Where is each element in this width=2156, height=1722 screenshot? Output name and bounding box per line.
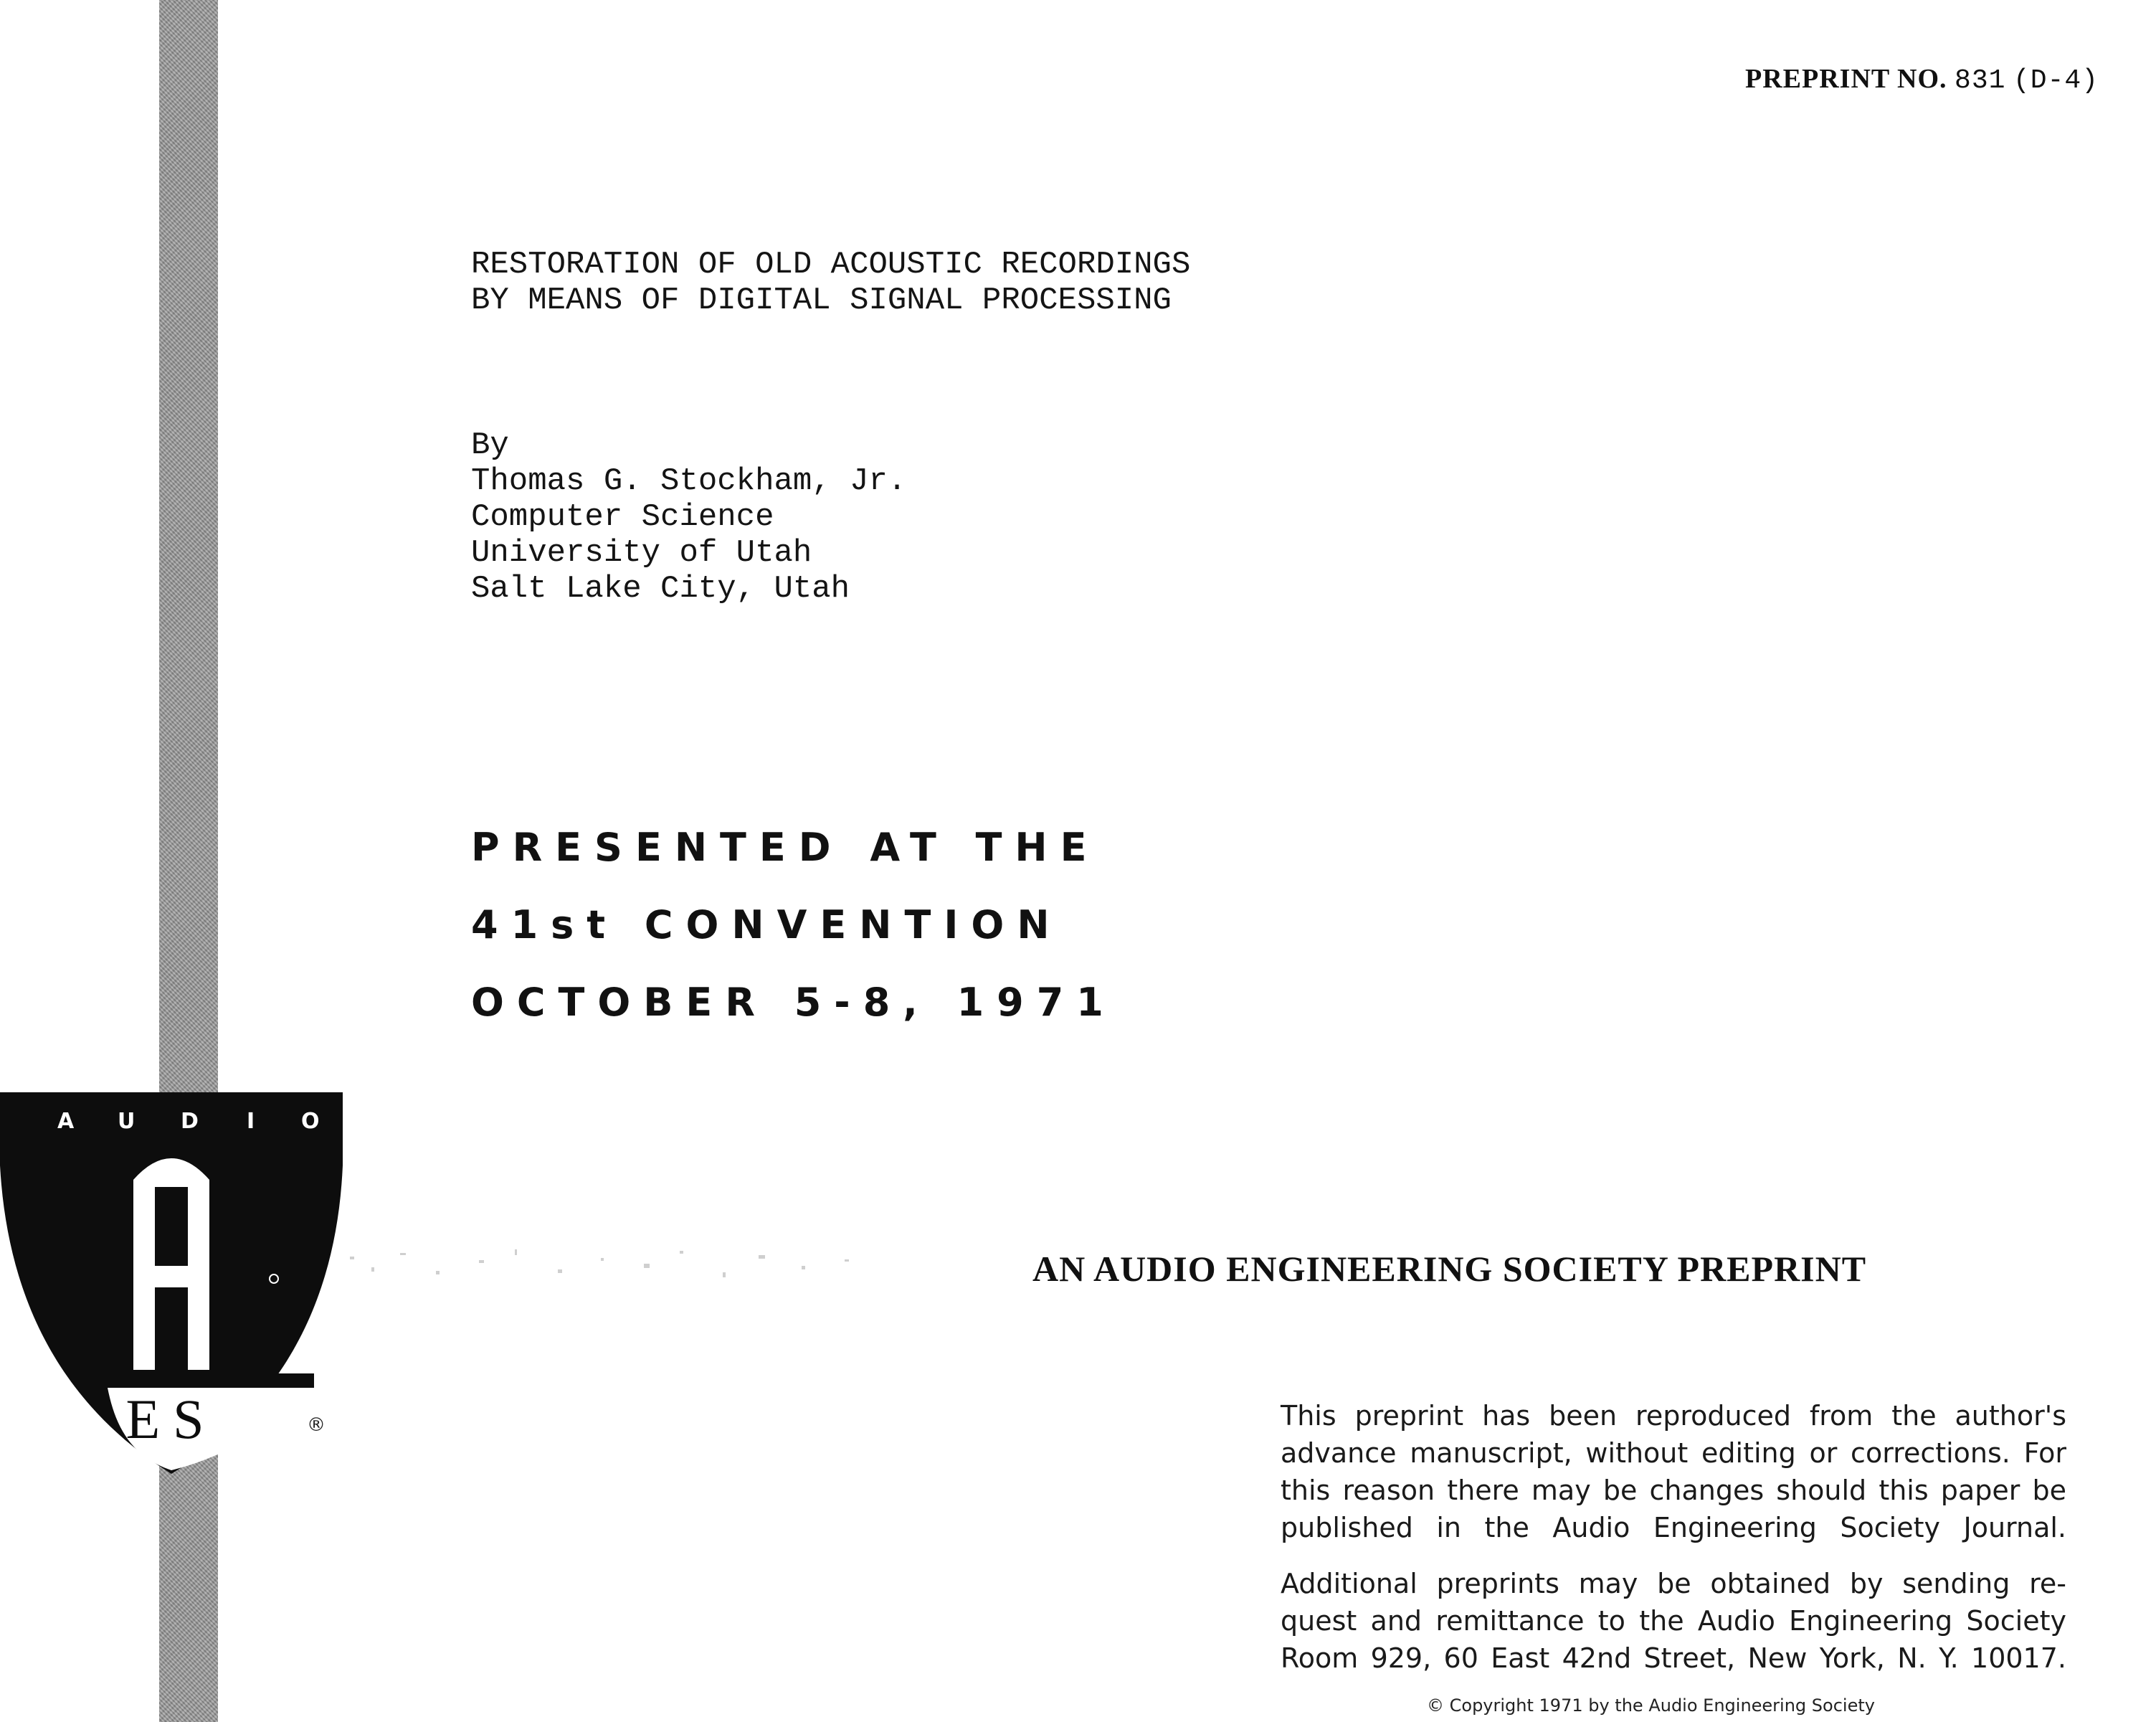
preprint-number: 831 xyxy=(1955,65,2006,96)
logo-audio-text: A U D I O xyxy=(57,1109,320,1134)
author-by: By xyxy=(471,427,509,463)
author-location: Salt Lake City, Utah xyxy=(471,571,850,607)
logo-es-text: ES xyxy=(125,1388,217,1450)
notice-line: this reason there may be changes should this paper be xyxy=(1281,1475,2066,1506)
preprint-number-header xyxy=(1745,63,2099,96)
author-department: Computer Science xyxy=(471,499,774,535)
scan-speckle-decoration xyxy=(343,1242,945,1292)
notice-line: published in the Audio Engineering Society Journal. xyxy=(1281,1512,2066,1543)
author-block xyxy=(471,427,906,607)
notice-line: advance manuscript, without editing or corrections. For xyxy=(1281,1437,2066,1469)
presentation-info xyxy=(471,809,1116,1041)
notice-line: quest and remittance to the Audio Engineering Society xyxy=(1281,1605,2066,1637)
presented-line-3: OCTOBER 5-8, 1971 xyxy=(471,980,1116,1025)
session-code: (D-4) xyxy=(2013,65,2099,96)
title-line-2: BY MEANS OF DIGITAL SIGNAL PROCESSING xyxy=(471,283,1172,318)
copyright-line: © Copyright 1971 by the Audio Engineering Society xyxy=(1427,1695,1875,1716)
registered-mark: ® xyxy=(307,1414,326,1436)
title-line-1: RESTORATION OF OLD ACOUSTIC RECORDINGS xyxy=(471,247,1191,283)
ordering-notice xyxy=(1281,1565,2066,1677)
preprint-label: PREPRINT NO. xyxy=(1745,64,1947,94)
notice-line: This preprint has been reproduced from the author's xyxy=(1281,1400,2066,1432)
presented-line-1: PRESENTED AT THE xyxy=(471,825,1100,870)
author-institution: University of Utah xyxy=(471,535,812,571)
presented-line-2: 41st CONVENTION xyxy=(471,902,1063,947)
notice-line: Additional preprints may be obtained by sending re- xyxy=(1281,1568,2066,1599)
society-preprint-banner: AN AUDIO ENGINEERING SOCIETY PREPRINT xyxy=(1032,1249,1867,1289)
paper-title xyxy=(471,247,1190,318)
reproduction-notice xyxy=(1281,1397,2066,1546)
notice-line: Room 929, 60 East 42nd Street, New York, N. Y. 10017. xyxy=(1281,1642,2066,1674)
author-name: Thomas G. Stockham, Jr. xyxy=(471,463,907,499)
aes-shield-logo xyxy=(0,1087,343,1474)
